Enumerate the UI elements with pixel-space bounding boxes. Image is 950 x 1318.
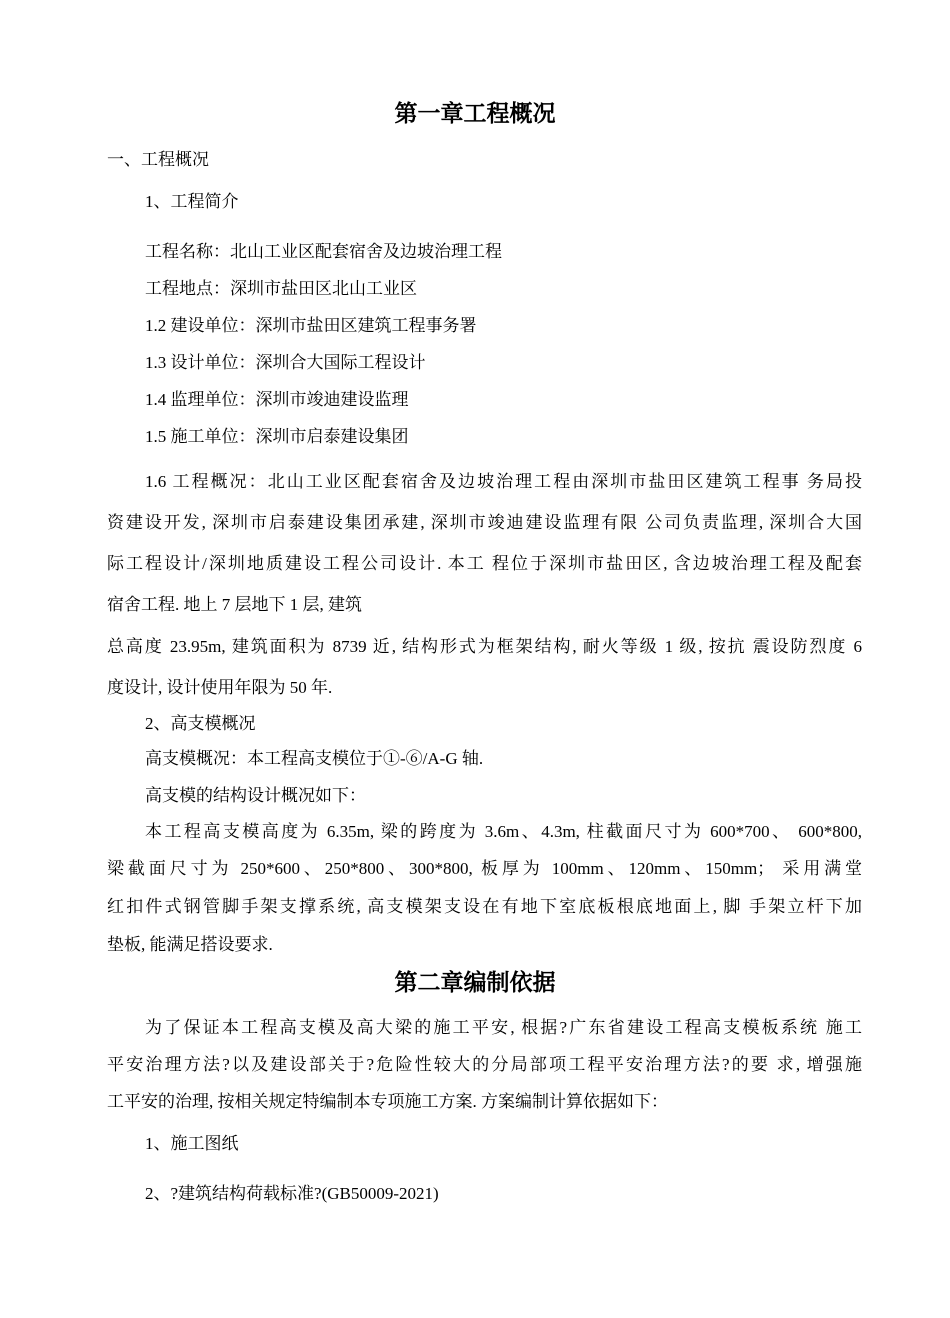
formwork-paragraph-line: 红扣件式钢管脚手架支撑系统, 高支模架支设在有地下室底板根底地面上, 脚 手架立杆下加 <box>107 897 862 916</box>
project-location: 工程地点：深圳市盐田区北山工业区 <box>145 279 417 298</box>
formwork-design-intro: 高支模的结构设计概况如下： <box>145 786 366 805</box>
basis-paragraph-line: 工平安的治理, 按相关规定特编制本专项施工方案. 方案编制计算依据如下： <box>107 1092 668 1111</box>
formwork-paragraph-line: 本工程高支模高度为 6.35m, 梁的跨度为 3.6m、4.3m, 柱截面尺寸为 600*700、 600*800, <box>145 822 862 841</box>
basis-item-drawings: 1、施工图纸 <box>145 1134 239 1153</box>
chapter-1-title: 第一章工程概况 <box>394 101 556 127</box>
basis-paragraph-line: 为了保证本工程高支模及高大梁的施工平安, 根据?广东省建设工程高支模板系统 施工 <box>145 1018 862 1037</box>
section-heading-project-overview: 一、工程概况 <box>107 150 209 169</box>
contractor-unit: 1.5 施工单位：深圳市启泰建设集团 <box>145 427 409 446</box>
chapter-2-title: 第二章编制依据 <box>394 970 556 996</box>
subsection-heading-formwork-overview: 2、高支模概况 <box>145 714 256 733</box>
formwork-paragraph-line: 垫板, 能满足搭设要求. <box>107 935 273 954</box>
design-unit: 1.3 设计单位：深圳合大国际工程设计 <box>145 353 426 372</box>
overview-paragraph-line: 度设计, 设计使用年限为 50 年. <box>107 678 333 697</box>
construction-unit: 1.2 建设单位：深圳市盐田区建筑工程事务署 <box>145 316 477 335</box>
project-name: 工程名称：北山工业区配套宿舍及边坡治理工程 <box>145 242 502 261</box>
overview-paragraph-line: 际工程设计/深圳地质建设工程公司设计. 本工 程位于深圳市盐田区, 含边坡治理工程及配套 <box>107 554 862 573</box>
supervision-unit: 1.4 监理单位：深圳市竣迪建设监理 <box>145 390 409 409</box>
overview-paragraph-line: 1.6 工程概况：北山工业区配套宿舍及边坡治理工程由深圳市盐田区建筑工程事 务局投 <box>145 472 862 491</box>
subsection-heading-project-intro: 1、工程简介 <box>145 192 239 211</box>
basis-paragraph-line: 平安治理方法?以及建设部关于?危险性较大的分局部项工程平安治理方法?的要 求, 增强施 <box>107 1055 862 1074</box>
overview-paragraph-line: 宿舍工程. 地上 7 层地下 1 层, 建筑 <box>107 595 362 614</box>
overview-paragraph-line: 资建设开发, 深圳市启泰建设集团承建, 深圳市竣迪建设监理有限 公司负责监理, 深圳合大国 <box>107 513 862 532</box>
overview-paragraph-line: 总高度 23.95m, 建筑面积为 8739 近, 结构形式为框架结构, 耐火等级 1 级, 按抗 震设防烈度 6 <box>107 637 862 656</box>
formwork-paragraph-line: 梁截面尺寸为 250*600、250*800、300*800, 板厚为 100mm、120mm、150mm； 采用满堂 <box>107 859 862 878</box>
basis-item-load-standard: 2、?建筑结构荷载标准?(GB50009-2021) <box>145 1184 439 1203</box>
formwork-overview: 高支模概况：本工程高支模位于①-⑥/A-G 轴. <box>145 749 484 768</box>
